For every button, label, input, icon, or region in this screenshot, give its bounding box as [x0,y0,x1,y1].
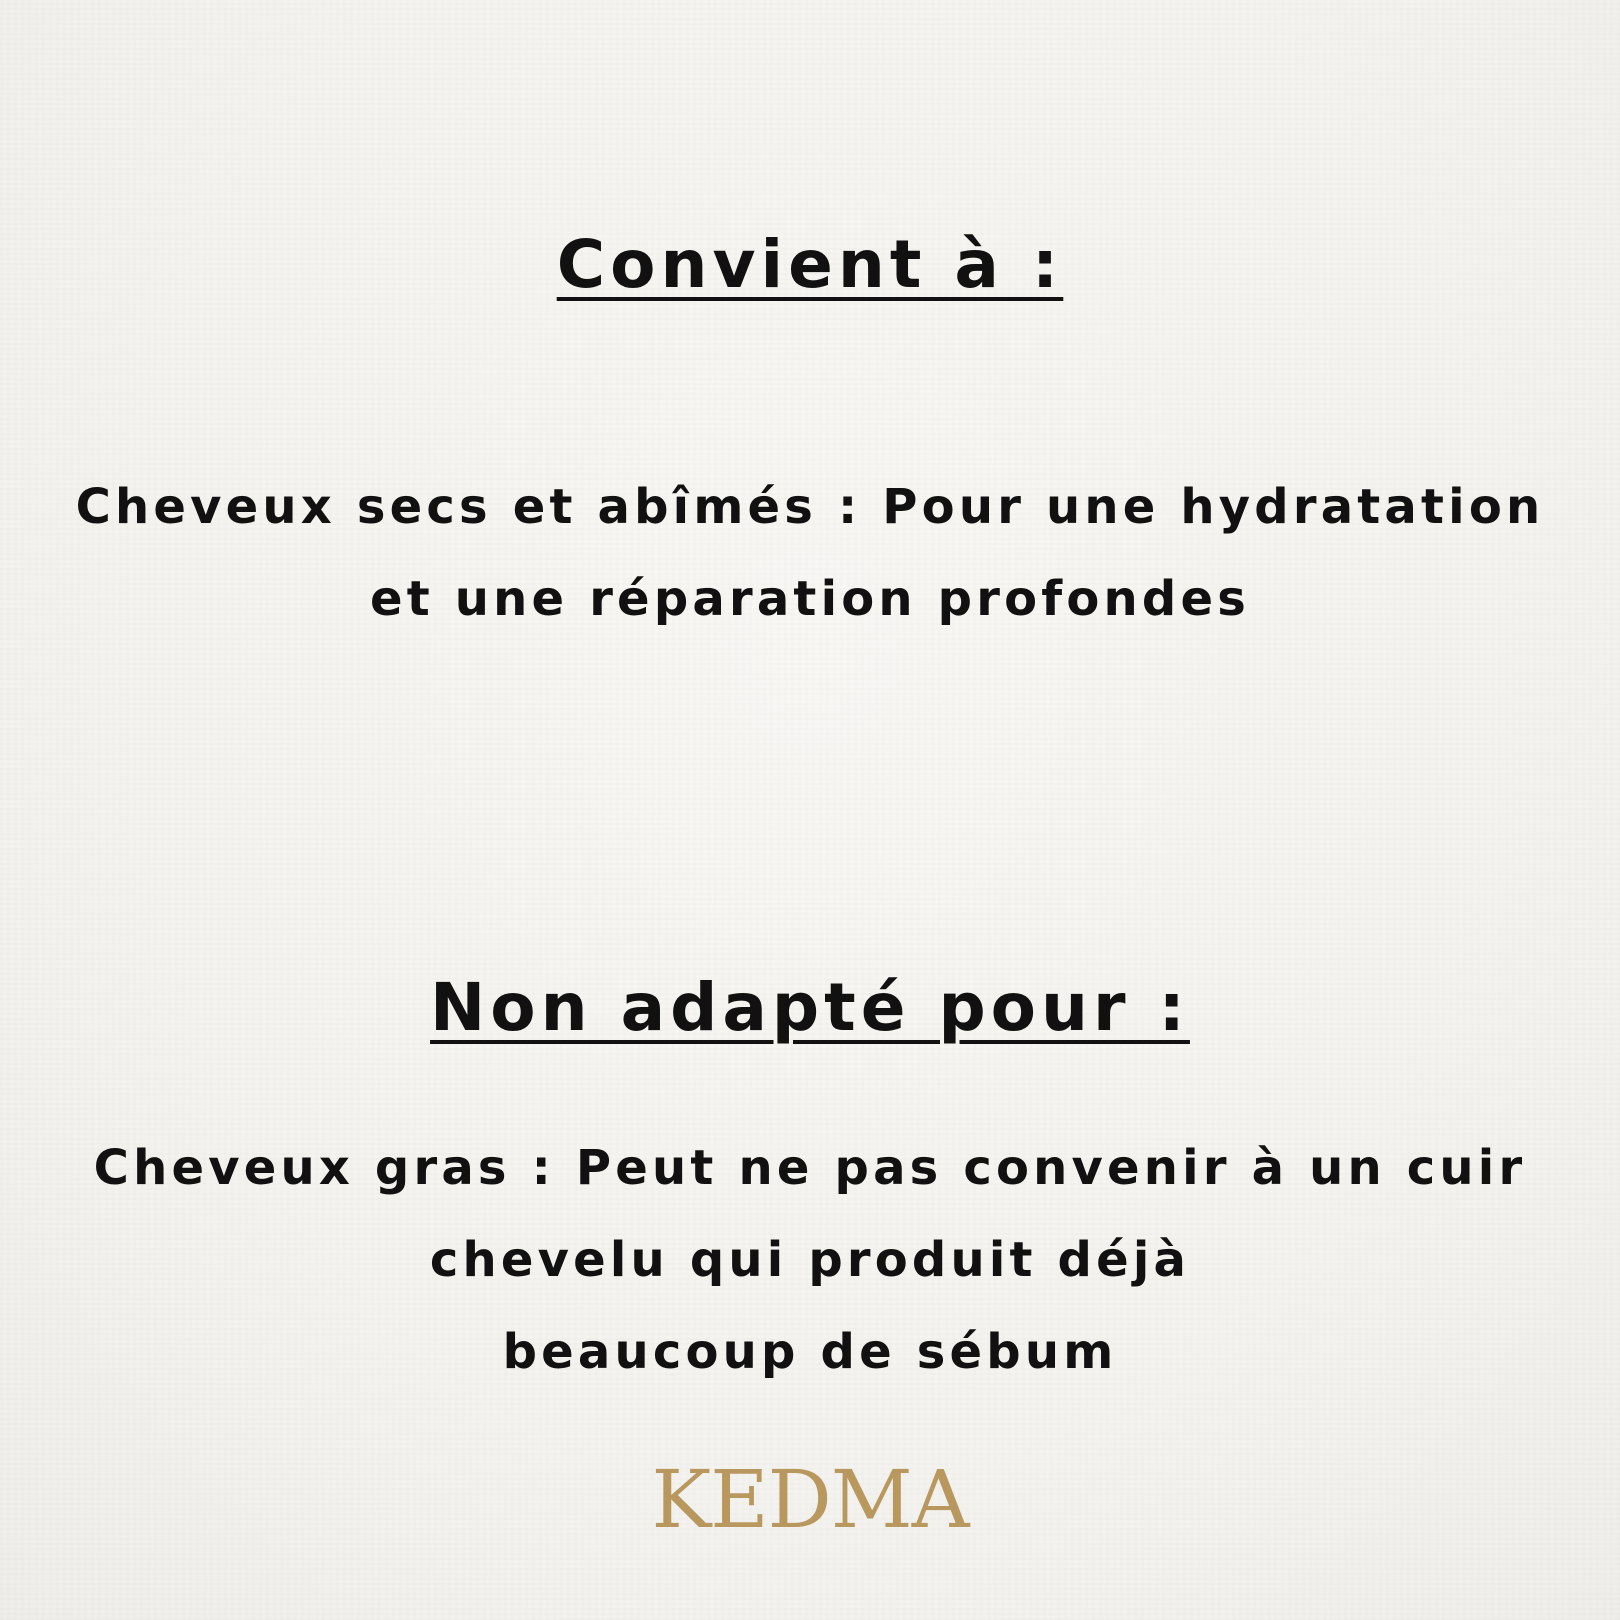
brand-logo: KEDMA [651,1453,969,1546]
suitable-heading [0,226,1620,303]
not-suitable-line: beaucoup de sébum [502,1324,1118,1380]
suitable-description [0,461,1620,645]
not-suitable-line: Cheveux gras : Peut ne pas convenir à un cuir [93,1140,1527,1196]
not-suitable-heading [0,969,1620,1046]
suitable-heading-text: Convient à : [556,226,1064,303]
not-suitable-heading-text: Non adapté pour : [430,969,1190,1046]
not-suitable-description [0,1122,1620,1398]
suitable-line: Cheveux secs et abîmés : Pour une hydratation [75,479,1545,535]
suitable-line: et une réparation profondes [369,571,1251,627]
not-suitable-line: chevelu qui produit déjà [429,1232,1191,1288]
